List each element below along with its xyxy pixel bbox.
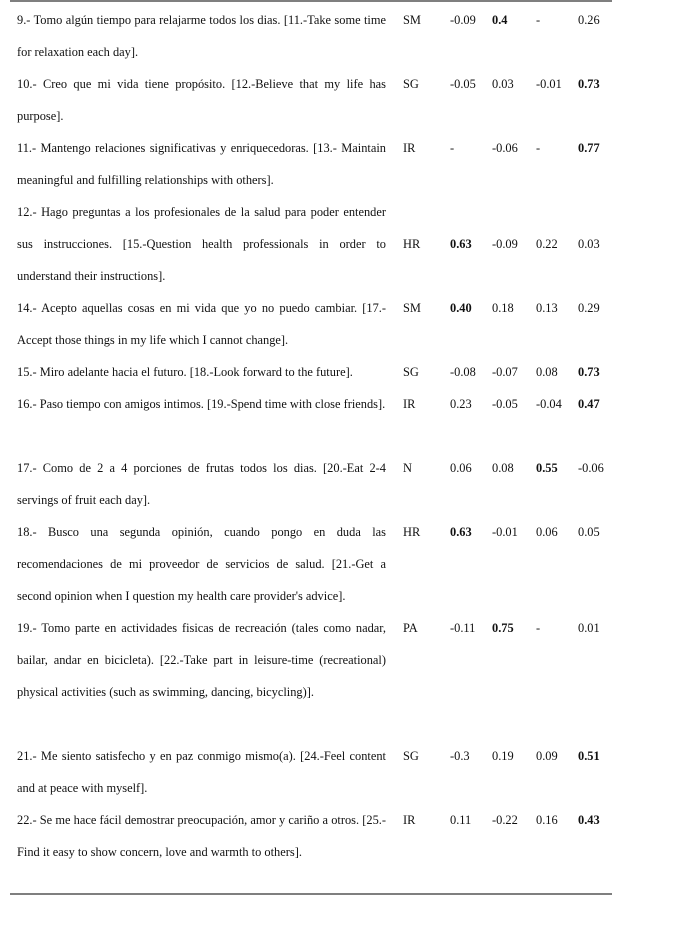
loading-f3: -	[536, 141, 541, 155]
item-text: 22.- Se me hace fácil demostrar preocupación, amor y cariño a otros. [25.-Find it easy to show concern, love and warmth to others].	[17, 813, 386, 859]
loading-f3: 0.22	[536, 237, 558, 251]
loading-f4: 0.51	[578, 749, 600, 763]
loading-f2: 0.75	[492, 621, 514, 635]
factor-code: SG	[403, 365, 419, 379]
loading-f4: -0.06	[578, 461, 604, 475]
item-text: 21.- Me siento satisfecho y en paz conmigo mismo(a). [24.-Feel content and at peace with myself].	[17, 749, 386, 795]
loading-f2: 0.19	[492, 749, 514, 763]
item-text: 12.- Hago preguntas a los profesionales de la salud para poder entender sus instrucciones. [15.-Question health professionals in order to understand their instructions].	[17, 205, 386, 283]
loading-f4: 0.05	[578, 525, 600, 539]
loading-f3: 0.09	[536, 749, 558, 763]
loading-f3: -	[536, 13, 541, 27]
factor-code: SG	[403, 749, 419, 763]
factor-code: N	[403, 461, 412, 475]
loading-f3: -	[536, 621, 541, 635]
loading-f3: 0.55	[536, 461, 558, 475]
loading-f1: 0.63	[450, 525, 472, 539]
loading-f4: 0.03	[578, 237, 600, 251]
loading-f1: -0.3	[450, 749, 470, 763]
loading-f2: 0.18	[492, 301, 514, 315]
item-text: 14.- Acepto aquellas cosas en mi vida que yo no puedo cambiar. [17.-Accept those things in my life which I cannot change].	[17, 301, 386, 347]
loading-f2: 0.4	[492, 13, 508, 27]
loading-f4: 0.43	[578, 813, 600, 827]
loading-f1: -0.08	[450, 365, 476, 379]
loading-f4: 0.73	[578, 365, 600, 379]
factor-code: SG	[403, 77, 419, 91]
loading-f3: -0.01	[536, 77, 562, 91]
loading-f1: 0.23	[450, 397, 472, 411]
loading-f2: 0.08	[492, 461, 514, 475]
loading-f1: -0.11	[450, 621, 476, 635]
item-text: 11.- Mantengo relaciones significativas y enriquecedoras. [13.- Maintain meaningful and fulfilling relationships with others].	[17, 141, 386, 187]
loading-f2: -0.05	[492, 397, 518, 411]
factor-code: PA	[403, 621, 418, 635]
item-text: 17.- Como de 2 a 4 porciones de frutas todos los dias. [20.-Eat 2-4 servings of fruit each day].	[17, 461, 386, 507]
loading-f3: 0.06	[536, 525, 558, 539]
loading-f3: 0.08	[536, 365, 558, 379]
loading-f2: -0.07	[492, 365, 518, 379]
item-text: 9.- Tomo algún tiempo para relajarme todos los dias. [11.-Take some time for relaxation each day].	[17, 13, 386, 59]
loading-f4: 0.77	[578, 141, 600, 155]
loading-f4: 0.47	[578, 397, 600, 411]
loading-f1: 0.11	[450, 813, 472, 827]
factor-code: SM	[403, 301, 421, 315]
loading-f1: -	[450, 141, 455, 155]
table-top-rule	[10, 0, 612, 2]
loading-f2: -0.22	[492, 813, 518, 827]
item-text: 10.- Creo que mi vida tiene propósito. [12.-Believe that my life has purpose].	[17, 77, 386, 123]
loading-f1: 0.40	[450, 301, 472, 315]
loading-f1: 0.06	[450, 461, 472, 475]
loading-f1: -0.05	[450, 77, 476, 91]
factor-code: SM	[403, 13, 421, 27]
loading-f2: -0.01	[492, 525, 518, 539]
factor-code: IR	[403, 813, 416, 827]
loading-f2: -0.09	[492, 237, 518, 251]
factor-code: HR	[403, 525, 421, 539]
item-text: 19.- Tomo parte en actividades fisicas de recreación (tales como nadar, bailar, andar en bicicleta). [22.-Take part in leisure-time (recreational) physical activities (such as swimming, dancing, bicycling)].	[17, 621, 386, 699]
loading-f1: -0.09	[450, 13, 476, 27]
item-text: 18.- Busco una segunda opinión, cuando pongo en duda las recomendaciones de mi proveedor de servicios de salud. [21.-Get a second opinion when I question my health care provider's advice].	[17, 525, 386, 603]
loading-f1: 0.63	[450, 237, 472, 251]
item-text: 15.- Miro adelante hacia el futuro. [18.-Look forward to the future].	[17, 365, 353, 379]
loading-f2: -0.06	[492, 141, 518, 155]
item-text: 16.- Paso tiempo con amigos intimos. [19.-Spend time with close friends].	[17, 397, 386, 411]
loading-f4: 0.29	[578, 301, 600, 315]
loading-f3: 0.13	[536, 301, 558, 315]
loading-f4: 0.01	[578, 621, 600, 635]
factor-code: IR	[403, 397, 416, 411]
factor-code: HR	[403, 237, 421, 251]
loading-f3: 0.16	[536, 813, 558, 827]
loading-f4: 0.26	[578, 13, 600, 27]
loading-f3: -0.04	[536, 397, 562, 411]
loading-f4: 0.73	[578, 77, 600, 91]
loading-f2: 0.03	[492, 77, 514, 91]
factor-code: IR	[403, 141, 416, 155]
table-bottom-rule	[10, 893, 612, 895]
